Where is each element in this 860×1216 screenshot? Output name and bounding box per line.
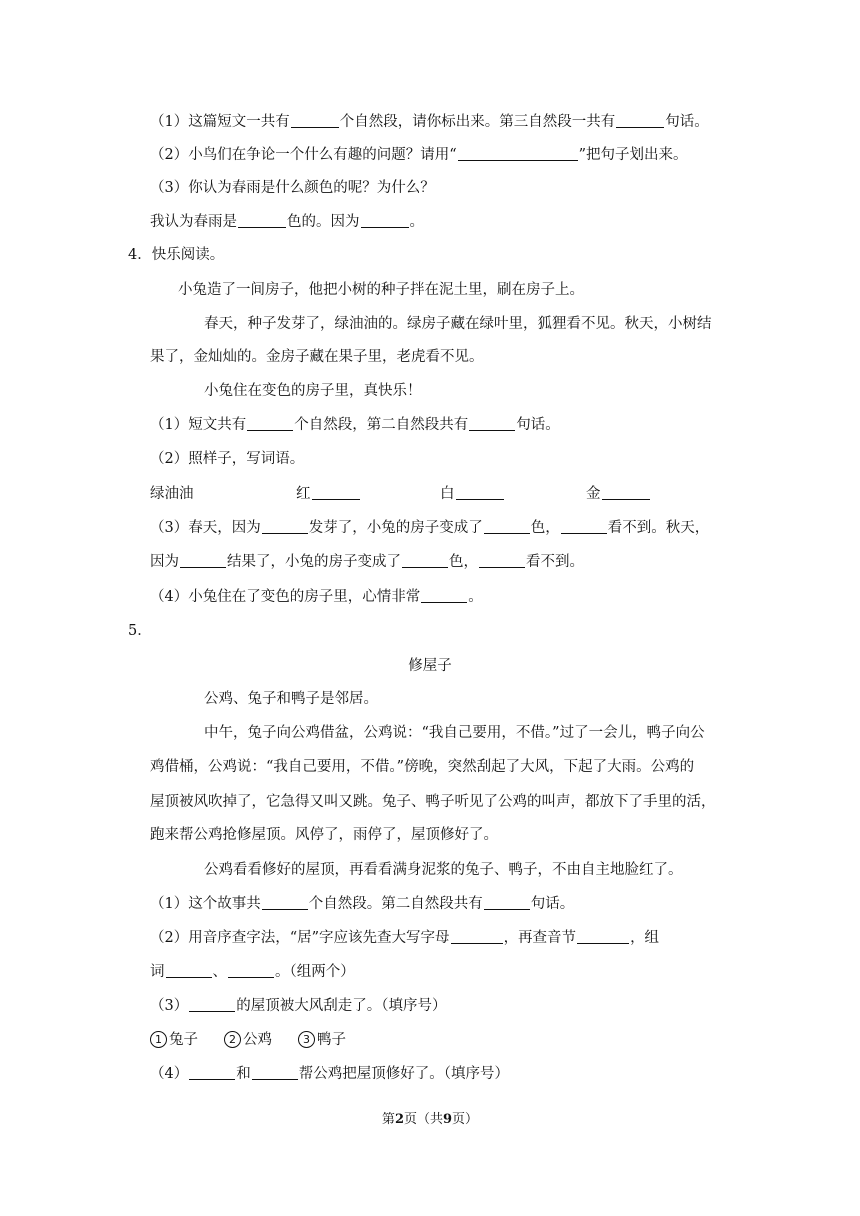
text: （4） [150,1066,189,1082]
s4-paragraph-2-line-2: 果了，金灿灿的。金房子藏在果子里，老虎看不见。 [150,349,484,365]
word-example: 绿油油 [150,486,194,502]
text: 因为 [150,554,179,570]
s5-question-2-line-2 [150,962,355,982]
text: （3） [150,998,189,1014]
option-3[interactable] [298,1030,346,1050]
answer-blank[interactable] [180,552,226,568]
s5-question-2-line-1 [150,928,659,948]
text: 红 [296,486,311,502]
s4-paragraph-1: 小兔造了一间房子，他把小树的种子拌在泥土里，刷在房子上。 [178,282,584,298]
answer-blank[interactable] [228,962,274,978]
s3-answer-line [150,212,424,232]
text: 和 [236,1066,251,1082]
text: 。 [409,214,424,230]
s5-heading: 5． [128,623,152,639]
text: 第 [381,1112,395,1127]
answer-blank[interactable] [166,962,212,978]
s4-question-1 [150,415,560,435]
answer-blank[interactable] [602,484,650,500]
option-1[interactable] [150,1030,198,1050]
s5-paragraph-3: 公鸡看看修好的屋顶，再看看满身泥浆的兔子、鸭子，不由自主地脸红了。 [204,862,683,878]
text: 页） [452,1112,479,1127]
text: 金 [586,486,601,502]
s4-question-4 [150,587,483,607]
answer-blank[interactable] [252,1064,298,1080]
s3-question-1 [150,112,709,132]
s4-question-2: （2）照样子，写词语。 [150,451,305,467]
text: 白 [440,486,455,502]
s5-options [150,1030,372,1050]
answer-blank[interactable] [247,415,293,431]
text: 帮公鸡把屋顶修好了。（填序号） [298,1066,509,1082]
text: （1）短文共有 [150,417,247,433]
text: ，组 [630,930,660,946]
answer-blank[interactable] [421,587,467,603]
option-2[interactable] [224,1030,272,1050]
text: 、 [212,964,227,980]
text: 。（组两个） [275,964,355,980]
text: 看不到。 [526,554,584,570]
s3-question-2 [150,145,688,165]
option-label: 公鸡 [243,1032,272,1048]
answer-blank[interactable] [479,552,525,568]
s4-question-3-line-1 [150,518,709,538]
text: 页（共 [403,1112,443,1127]
s5-paragraph-2-line-2: 鸡借桶，公鸡说：“我自己要用，不借。”傍晚，突然刮起了大风，下起了大雨。公鸡的 [150,759,695,775]
text: 我认为春雨是 [150,214,237,230]
answer-blank[interactable] [561,518,607,534]
circled-number: 2 [224,1031,241,1048]
text: 色的。因为 [287,214,360,230]
text: 句话。 [530,896,575,912]
circled-number: 1 [150,1031,167,1048]
answer-blank[interactable] [361,212,409,228]
page-footer [0,1110,860,1130]
option-label: 鸭子 [317,1032,346,1048]
answer-blank[interactable] [456,484,504,500]
answer-blank[interactable] [238,212,286,228]
answer-blank[interactable] [402,552,448,568]
text: 句话。 [665,114,709,130]
text: （1）这个故事共 [150,896,261,912]
answer-blank[interactable] [291,112,339,128]
text: 个自然段，请你标出来。第三自然段一共有 [339,114,616,130]
text: （2）用音序查字法，“居”字应该先查大写字母 [150,930,450,946]
s4-paragraph-3: 小兔住在变色的房子里，真快乐！ [204,383,422,399]
answer-blank[interactable] [189,996,235,1012]
s5-paragraph-1: 公鸡、兔子和鸭子是邻居。 [204,691,378,707]
text: 词 [150,964,165,980]
word-gold [586,484,651,504]
page-total: 9 [443,1112,453,1127]
word-white [440,484,505,504]
answer-blank[interactable] [458,145,578,161]
text: ”把句子划出来。 [578,147,688,163]
text: 。 [468,589,483,605]
text: 个自然段。第二自然段共有 [308,896,483,912]
s5-question-3 [150,996,446,1016]
s4-question-3-line-2 [150,552,584,572]
answer-blank[interactable] [262,518,308,534]
s4-paragraph-2-line-1: 春天，种子发芽了，绿油油的。绿房子藏在绿叶里，狐狸看不见。秋天，小树结 [204,316,712,332]
s5-paragraph-2-line-4: 跑来帮公鸡抢修屋顶。风停了，雨停了，屋顶修好了。 [150,827,498,843]
option-label: 兔子 [169,1032,198,1048]
answer-blank[interactable] [577,928,629,944]
text: （1）这篇短文一共有 [150,114,290,130]
s5-paragraph-2-line-3: 屋顶被风吹掉了，它急得又叫又跳。兔子、鸭子听见了公鸡的叫声，都放下了手里的活， [150,794,716,810]
s5-question-1 [150,894,574,914]
answer-blank[interactable] [484,894,530,910]
text: 色， [449,554,478,570]
s5-title: 修屋子 [408,658,452,674]
circled-number: 3 [298,1031,315,1048]
s4-heading: 4．快乐阅读。 [128,247,225,263]
text: 句话。 [516,417,560,433]
answer-blank[interactable] [189,1064,235,1080]
answer-blank[interactable] [616,112,664,128]
text: 看不到。秋天， [607,520,710,536]
text: 发芽了，小兔的房子变成了 [308,520,483,536]
text: ，再查音节 [503,930,577,946]
word-red [296,484,361,504]
answer-blank[interactable] [484,518,530,534]
answer-blank[interactable] [262,894,308,910]
s5-question-4 [150,1064,509,1084]
text: 的屋顶被大风刮走了。（填序号） [236,998,447,1014]
text: （3）春天，因为 [150,520,261,536]
answer-blank[interactable] [451,928,503,944]
text: （2）小鸟们在争论一个什么有趣的问题？请用“ [150,147,457,163]
text: 个自然段，第二自然段共有 [294,417,469,433]
answer-blank[interactable] [469,415,515,431]
page-number: 2 [394,1112,404,1127]
s5-paragraph-2-line-1: 中午，兔子向公鸡借盆，公鸡说：“我自己要用，不借。”过了一会儿，鸭子向公 [204,725,705,741]
s3-question-3: （3）你认为春雨是什么颜色的呢？为什么？ [150,180,435,196]
text: 色， [530,520,560,536]
answer-blank[interactable] [312,484,360,500]
text: 结果了，小兔的房子变成了 [227,554,401,570]
text: （4）小兔住在了变色的房子里，心情非常 [150,589,421,605]
